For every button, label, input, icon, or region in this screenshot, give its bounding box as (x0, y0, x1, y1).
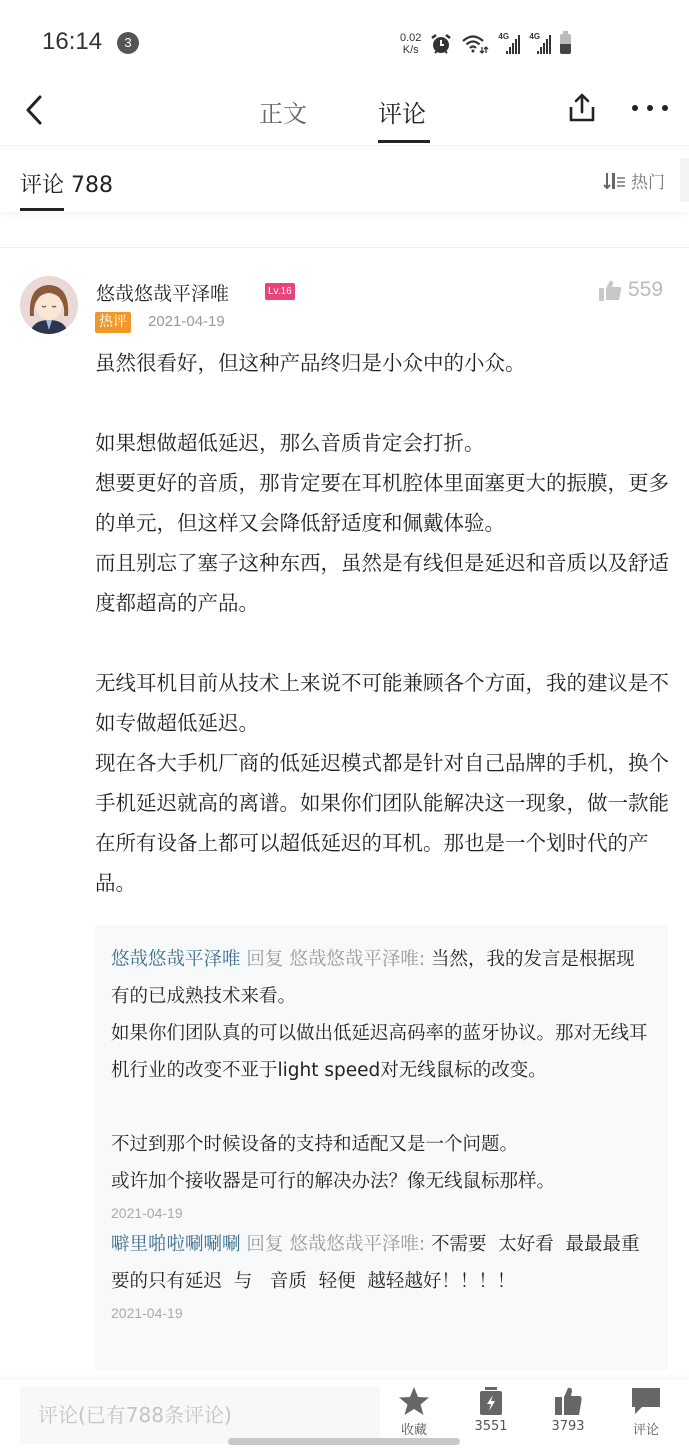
active-tab-indicator (378, 140, 430, 143)
comment-paragraph: 想要更好的音质，那肯定要在耳机腔体里面塞更大的振膜，更多的单元，但这样又会降低舒适度和佩戴体验。 (95, 471, 669, 535)
reply-item[interactable]: 悠哉悠哉平泽唯 回复 悠哉悠哉平泽唯: 当然，我的发言是根据现有的已成熟技术来看。 如果你们团队真的可以做出低延迟高码率的蓝牙协议。那对无线耳机行业的改变不亚于light speed对无线鼠标的改变。 不过到那个时候设备的支持和适配又是一个问题。 或许加个接收器是可行的解决办法？像无线鼠标那样。 2021-04-19 (111, 941, 652, 1226)
level-badge: Lv.16 (265, 283, 295, 300)
comment-paragraph: 现在各大手机厂商的低延迟模式都是针对自己品牌的手机，换个手机延迟就高的离谱。如果你们团队能解决这一现象，做一款能在所有设备上都可以超低延迟的耳机。那也是一个划时代的产品。 (95, 751, 669, 895)
charge-icon (478, 1386, 504, 1416)
battery-icon (560, 34, 571, 54)
comment-input[interactable]: 评论(已有788条评论) (20, 1386, 380, 1444)
reply-verb: 回复 (246, 1234, 284, 1255)
comment-paragraph: 无线耳机目前从技术上来说不可能兼顾各个方面，我的建议是不如专做超低延迟。 (95, 671, 669, 735)
comment-paragraph: 如果想做超低延迟，那么音质肯定会打折。 (95, 431, 485, 455)
top-nav-bar (0, 80, 689, 146)
comment-like-button[interactable] (598, 278, 663, 302)
replies-section (95, 925, 668, 1370)
hot-comment-tag: 热评 (95, 312, 131, 333)
network-speed: 0.02 K/s (400, 32, 422, 56)
reply-text: 如果你们团队真的可以做出低延迟高码率的蓝牙协议。那对无线耳机行业的改变不亚于light speed对无线鼠标的改变。 (111, 1023, 648, 1081)
avatar[interactable] (20, 276, 78, 334)
comment-count-underline (20, 208, 64, 211)
reply-text: 不需要 太好看 最最最重要的只有延迟 与 音质 轻便 越轻越好！！！！ (111, 1234, 640, 1292)
status-icons (400, 30, 571, 58)
star-icon (398, 1386, 430, 1416)
cellular-signal-1: 4G (498, 34, 520, 54)
reply-verb: 回复 (246, 949, 284, 970)
reply-target[interactable]: 悠哉悠哉平泽唯 (289, 949, 419, 970)
comment-paragraph (95, 623, 675, 663)
reply-date: 2021-04-19 (111, 1305, 183, 1321)
favorite-button[interactable] (384, 1386, 444, 1438)
reply-item[interactable]: 噼里啪啦唰唰唰 回复 悠哉悠哉平泽唯: 不需要 太好看 最最最重要的只有延迟 与 音质 轻便 越轻越好！！！！ 2021-04-19 (111, 1226, 652, 1326)
reply-text: 当然，我的发言是根据现有的已成熟技术来看。 (111, 949, 635, 1007)
comment-body (95, 343, 675, 903)
avatar-image (20, 276, 78, 334)
charge-button[interactable] (461, 1386, 521, 1434)
reply-author[interactable]: 悠哉悠哉平泽唯 (111, 949, 241, 970)
reply-date: 2021-04-19 (111, 1205, 183, 1221)
comments-header (0, 146, 689, 212)
favorite-label: 收藏 (400, 1423, 427, 1438)
reply-text: 不过到那个时候设备的支持和适配又是一个问题。 (111, 1134, 519, 1155)
reply-author[interactable]: 噼里啪啦唰唰唰 (111, 1234, 241, 1255)
comment-count-label: 评论 788 (20, 173, 113, 198)
comment-username[interactable]: 悠哉悠哉平泽唯 (96, 283, 230, 305)
comment-button[interactable] (616, 1386, 676, 1438)
comment-date: 2021-04-19 (148, 313, 225, 330)
reply-target[interactable]: 悠哉悠哉平泽唯 (289, 1234, 419, 1255)
like-button[interactable] (538, 1386, 598, 1434)
tab-comments[interactable]: 评论 (378, 100, 426, 128)
tab-article[interactable]: 正文 (259, 100, 307, 128)
comment-paragraph (95, 383, 675, 423)
like-count: 3793 (551, 1419, 585, 1434)
comment-icon (631, 1386, 661, 1416)
comment-paragraph: 虽然很看好，但这种产品终归是小众中的小众。 (95, 351, 526, 375)
more-options-icon[interactable] (632, 94, 668, 122)
thumbs-up-icon (598, 279, 622, 301)
reply-text: 或许加个接收器是可行的解决办法？像无线鼠标那样。 (111, 1171, 556, 1192)
sort-panel-edge (680, 158, 689, 202)
sort-hot-button[interactable] (603, 168, 665, 193)
sort-label: 热门 (631, 173, 665, 193)
comment-paragraph: 而且别忘了塞子这种东西，虽然是有线但是延迟和音质以及舒适度都超高的产品。 (95, 551, 669, 615)
reply-text (111, 1089, 652, 1126)
thumbs-up-icon (553, 1386, 583, 1416)
wifi-icon (461, 33, 489, 55)
divider (0, 247, 689, 248)
comment-label: 评论 (632, 1423, 659, 1438)
alarm-icon (430, 33, 452, 55)
home-indicator[interactable] (228, 1438, 460, 1445)
status-time: 16:14 (42, 28, 103, 55)
comment-like-count: 559 (628, 278, 664, 301)
charge-count: 3551 (474, 1419, 508, 1434)
status-bar (0, 0, 689, 88)
sort-icon (603, 171, 627, 191)
notification-count-badge: 3 (117, 32, 139, 54)
share-icon[interactable] (566, 92, 598, 124)
back-button[interactable] (18, 92, 54, 128)
cellular-signal-2: 4G (529, 34, 551, 54)
